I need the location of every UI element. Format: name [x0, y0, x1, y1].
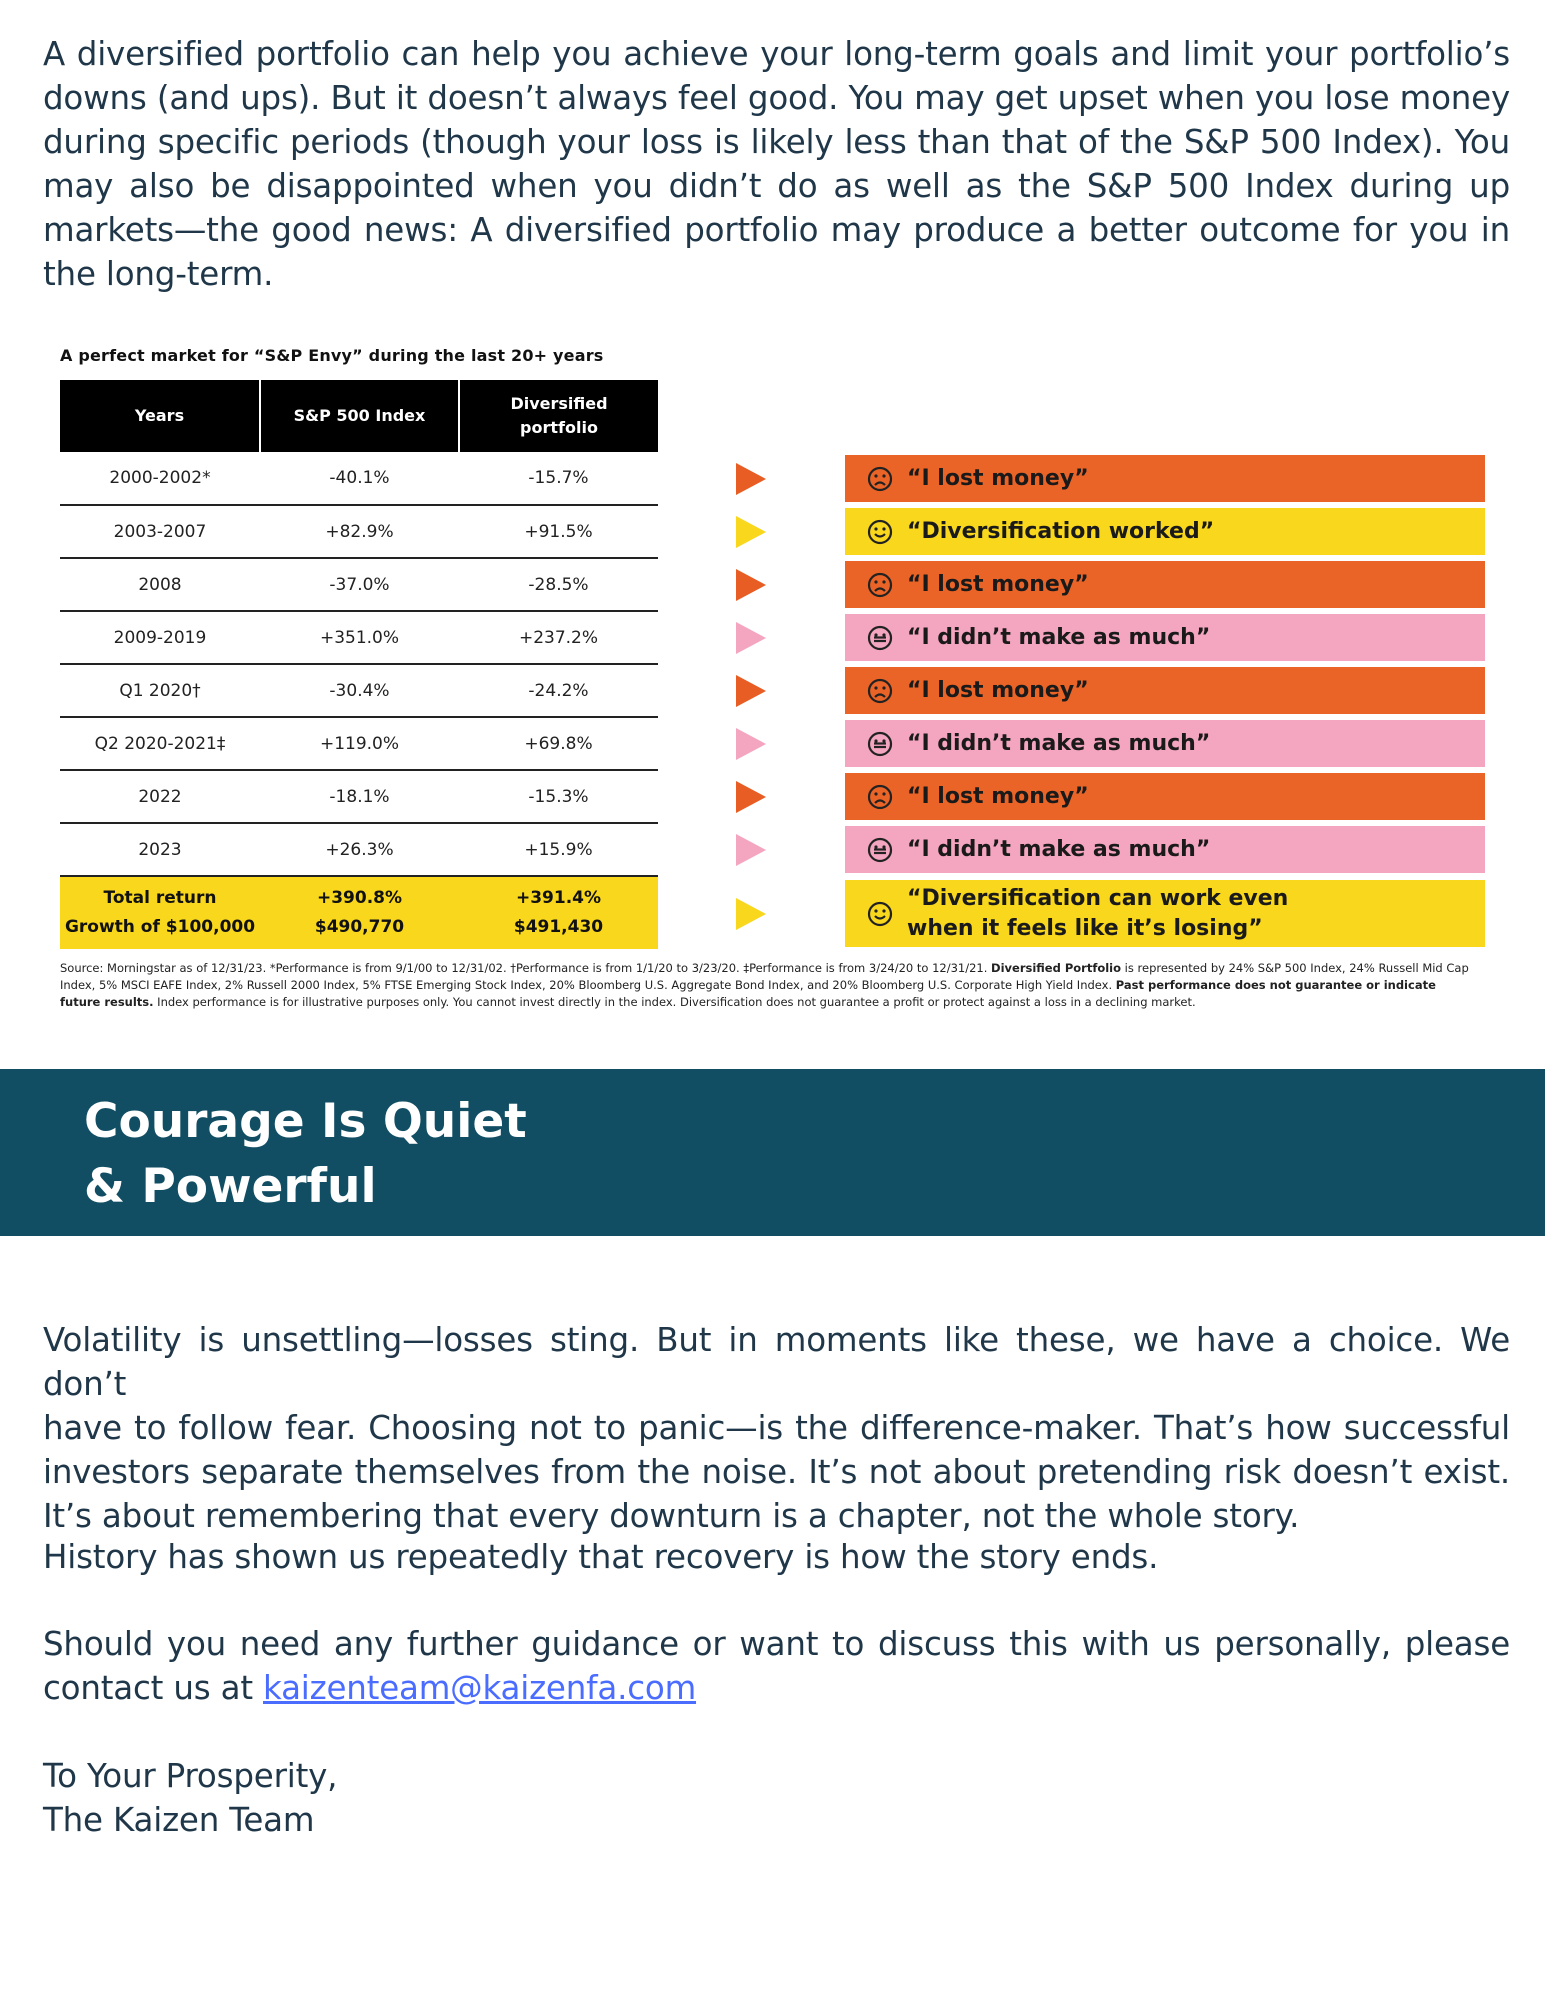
diversified-cell: +69.8%	[459, 717, 658, 770]
body-line: Volatility is unsettling—losses sting. But in moments like these, we have a choice. We don’t	[43, 1321, 1510, 1403]
happy-face-icon	[867, 519, 893, 545]
diversified-cell: -15.3%	[459, 770, 658, 823]
table-row	[60, 770, 658, 823]
years-cell: 2003-2007	[60, 505, 260, 558]
intro-paragraph	[43, 32, 1510, 296]
years-cell: 2023	[60, 823, 260, 876]
signoff: To Your Prosperity, The Kaizen Team	[43, 1757, 338, 1839]
row-arrow	[736, 622, 766, 654]
sad-face-icon	[867, 784, 893, 810]
neutral-face-icon	[867, 731, 893, 757]
years-cell: 2008	[60, 558, 260, 611]
reaction-label: “I lost money”	[907, 677, 1089, 703]
performance-table	[60, 380, 658, 949]
body-paragraph	[43, 1318, 1510, 1538]
reaction-label: “I didn’t make as much”	[907, 836, 1211, 862]
table-row	[60, 505, 658, 558]
contact-prefix: contact us at	[43, 1669, 264, 1707]
diversified-cell: -15.7%	[459, 452, 658, 505]
diversified-cell: +15.9%	[459, 823, 658, 876]
neutral-face-icon	[867, 837, 893, 863]
contact-paragraph	[43, 1622, 1510, 1710]
reaction-badge	[845, 826, 1485, 873]
sp500-cell: +82.9%	[260, 505, 459, 558]
intro-line: A diversified portfolio can help you achieve your long-term goals and limit your portfolio’s	[43, 35, 1510, 73]
reaction-label: “I lost money”	[907, 571, 1089, 597]
reaction-badge	[845, 508, 1485, 555]
sp500-cell: -40.1%	[260, 452, 459, 505]
diversified-cell: -28.5%	[459, 558, 658, 611]
total-value: $490,770	[314, 917, 405, 937]
sp500-cell: +119.0%	[260, 717, 459, 770]
reaction-badge	[845, 561, 1485, 608]
intro-line: during specific periods (though your loss is likely less than that of the S&P 500 Index). You	[43, 123, 1510, 161]
footnote-bold: Past performance does not guarantee or indicate future results.	[60, 978, 1436, 1009]
total-value: Growth of $100,000	[64, 917, 256, 937]
years-cell: 2000-2002*	[60, 452, 260, 505]
reaction-label: “I lost money”	[907, 783, 1089, 809]
sp500-cell: +351.0%	[260, 611, 459, 664]
reaction-badge	[845, 773, 1485, 820]
total-diversified-cell	[459, 876, 658, 949]
column-header-diversified	[459, 380, 658, 452]
section-banner	[0, 1069, 1545, 1236]
row-arrow	[736, 569, 766, 601]
diversified-cell: +91.5%	[459, 505, 658, 558]
table-row	[60, 558, 658, 611]
reaction-label: “Diversification worked”	[907, 518, 1215, 544]
table-row	[60, 717, 658, 770]
diversified-cell: -24.2%	[459, 664, 658, 717]
diversified-header-text: Diversified portfolio	[510, 394, 608, 437]
sad-face-icon	[867, 678, 893, 704]
body-line: have to follow fear. Choosing not to panic—is the difference-maker. That’s how successful	[43, 1409, 1510, 1447]
reaction-label: “Diversification can work even when it feels like it’s losing”	[907, 885, 1289, 941]
contact-email-link[interactable]: kaizenteam@kaizenfa.com	[263, 1669, 697, 1707]
total-value: $491,430	[513, 917, 604, 937]
table-row	[60, 452, 658, 505]
intro-line: the long-term.	[43, 255, 274, 293]
row-arrow	[736, 834, 766, 866]
reaction-label: “I didn’t make as much”	[907, 730, 1211, 756]
table-row	[60, 664, 658, 717]
table-row	[60, 823, 658, 876]
contact-line	[43, 1666, 1510, 1710]
sad-face-icon	[867, 572, 893, 598]
body-line: investors separate themselves from the noise. It’s not about pretending risk doesn’t exist.	[43, 1453, 1510, 1491]
footnote-bold: Diversified Portfolio	[991, 961, 1122, 975]
chart-title: A perfect market for “S&P Envy” during the last 20+ years	[60, 346, 604, 365]
sp500-cell: +26.3%	[260, 823, 459, 876]
reaction-badge	[845, 720, 1485, 767]
intro-line: markets—the good news: A diversified portfolio may produce a better outcome for you in	[43, 211, 1510, 249]
total-value: Total return	[103, 888, 217, 908]
reaction-badge	[845, 614, 1485, 661]
table-row	[60, 611, 658, 664]
row-arrow	[736, 728, 766, 760]
contact-line: Should you need any further guidance or want to discuss this with us personally, please	[43, 1625, 1510, 1663]
row-arrow	[736, 516, 766, 548]
footnote-text: is represented by 24% S&P 500 Index, 24% Russell Mid Cap Index, 5% MSCI EAFE Index, 2% Russell 2000 Index, 5% FTSE Emerging Stock Index, 20% Bloomberg U.S. Aggregate Bond Index, and 20% Bloomberg U.S. Corporate High Yield Index.	[60, 961, 1469, 992]
column-header-sp500: S&P 500 Index	[260, 380, 459, 452]
years-cell: Q2 2020-2021‡	[60, 717, 260, 770]
sad-face-icon	[867, 466, 893, 492]
reaction-badge	[845, 455, 1485, 502]
happy-face-icon	[867, 901, 893, 927]
banner-title: Courage Is Quiet & Powerful	[84, 1094, 527, 1214]
reaction-badge	[845, 880, 1485, 947]
intro-line: downs (and ups). But it doesn’t always feel good. You may get upset when you lose money	[43, 79, 1510, 117]
table-header-row	[60, 380, 658, 452]
years-cell: 2022	[60, 770, 260, 823]
years-cell: 2009-2019	[60, 611, 260, 664]
reaction-badge	[845, 667, 1485, 714]
years-cell: Q1 2020†	[60, 664, 260, 717]
total-label-cell	[60, 876, 260, 949]
row-arrow	[736, 898, 766, 930]
body-line: It’s about remembering that every downturn is a chapter, not the whole story.	[43, 1497, 1300, 1535]
neutral-face-icon	[867, 625, 893, 651]
column-header-years: Years	[60, 380, 260, 452]
sp500-cell: -18.1%	[260, 770, 459, 823]
history-paragraph: History has shown us repeatedly that recovery is how the story ends.	[43, 1538, 1159, 1576]
row-arrow	[736, 675, 766, 707]
chart-footnote	[60, 960, 1480, 1011]
intro-line: may also be disappointed when you didn’t do as well as the S&P 500 Index during up	[43, 167, 1510, 205]
footnote-text: Index performance is for illustrative purposes only. You cannot invest directly in the index. Diversification does not guarantee a profit or protect against a loss in a declining market.	[153, 995, 1196, 1009]
total-value: +391.4%	[515, 888, 602, 908]
sp500-cell: -30.4%	[260, 664, 459, 717]
total-sp500-cell	[260, 876, 459, 949]
row-arrow	[736, 781, 766, 813]
reaction-label: “I didn’t make as much”	[907, 624, 1211, 650]
sp500-cell: -37.0%	[260, 558, 459, 611]
total-value: +390.8%	[316, 888, 403, 908]
reaction-label: “I lost money”	[907, 465, 1089, 491]
table-total-row	[60, 876, 658, 949]
row-arrow	[736, 463, 766, 495]
diversified-cell: +237.2%	[459, 611, 658, 664]
footnote-text: Source: Morningstar as of 12/31/23. *Performance is from 9/1/00 to 12/31/02. †Performance is from 1/1/20 to 3/23/20. ‡Performance is from 3/24/20 to 12/31/21.	[60, 961, 992, 975]
